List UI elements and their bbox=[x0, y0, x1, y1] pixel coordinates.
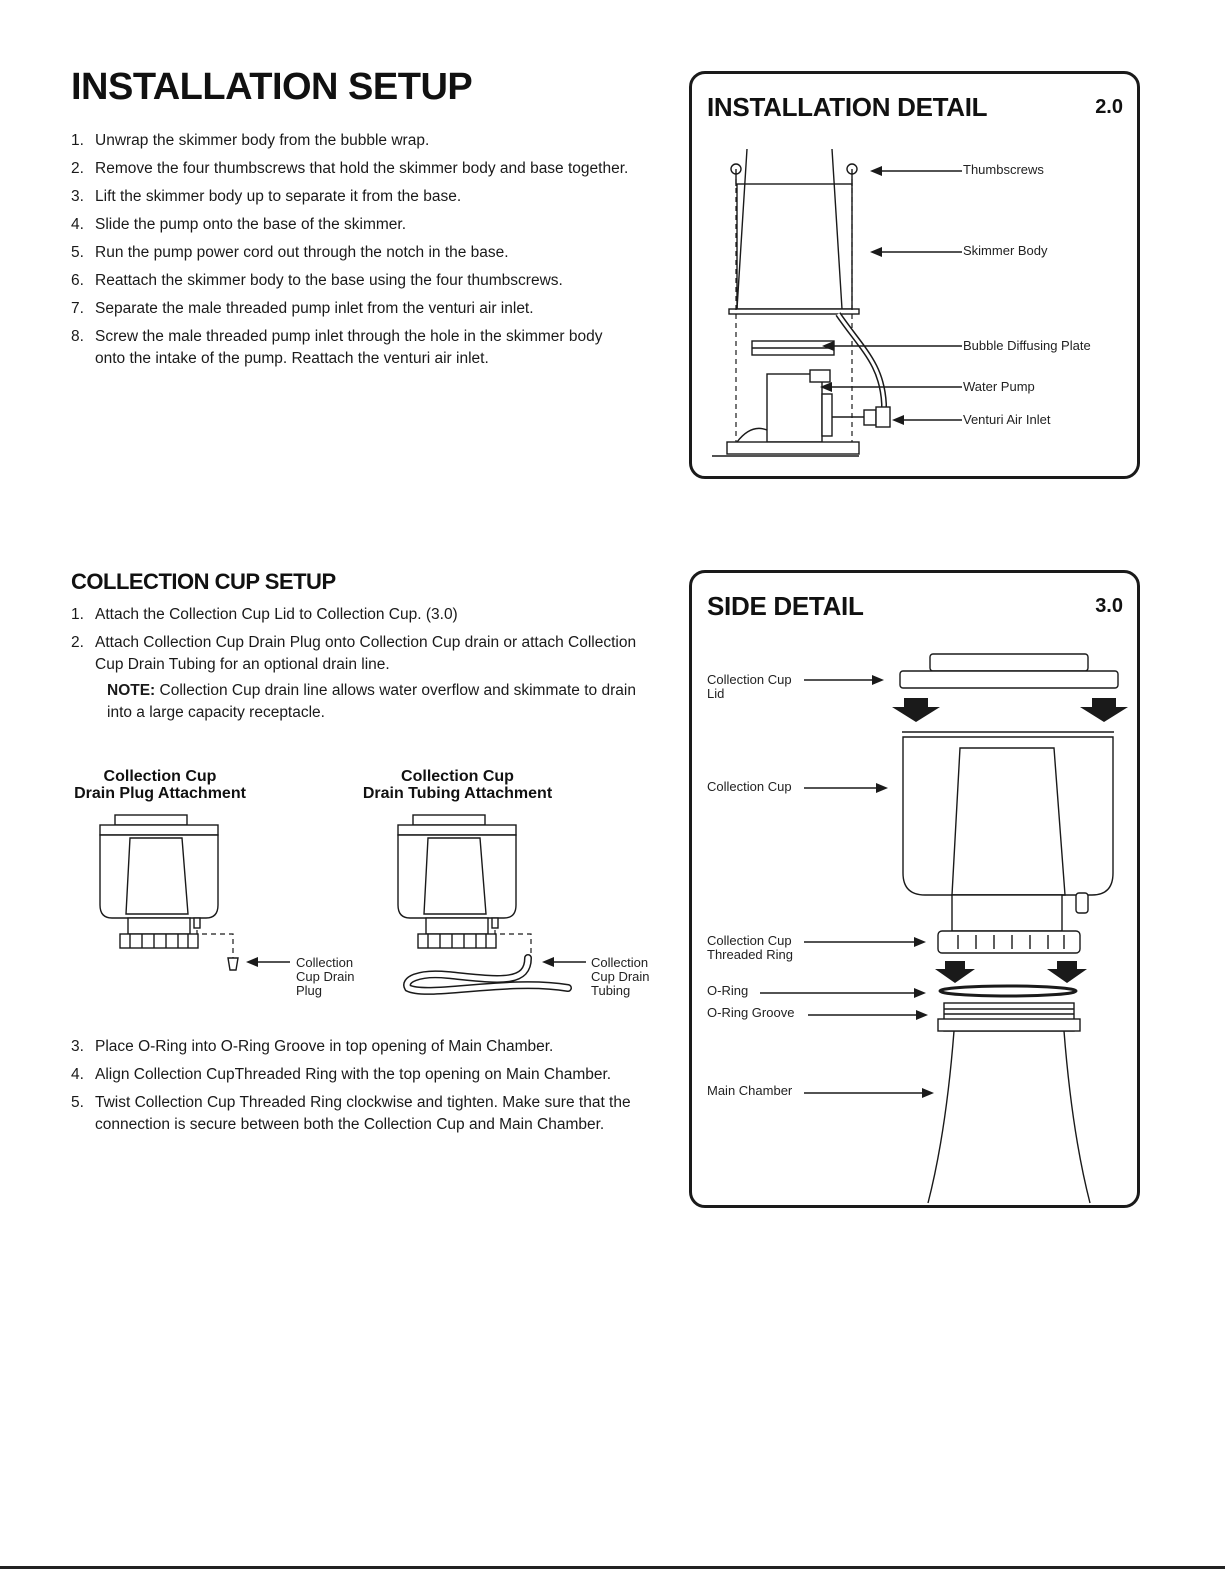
o-ring-label: O-Ring bbox=[707, 983, 749, 998]
skimmer-body-label: Skimmer Body bbox=[963, 243, 1048, 258]
arrow-right-icon bbox=[808, 1010, 928, 1020]
thumbscrew-icon bbox=[847, 164, 857, 186]
side-detail-panel bbox=[689, 570, 1140, 1208]
drain-plug-label: Collection Cup Drain Plug bbox=[296, 955, 355, 998]
collection-cup-assembly-diagram bbox=[692, 573, 1137, 1203]
list-item: 1. Unwrap the skimmer body from the bubble wrap. bbox=[71, 132, 430, 149]
list-item: 1. Attach the Collection Cup Lid to Collection Cup. (3.0) bbox=[71, 606, 458, 623]
list-item: 2. Remove the four thumbscrews that hold the skimmer body and base together. bbox=[71, 160, 629, 177]
list-item: 5. Run the pump power cord out through the notch in the base. bbox=[71, 244, 509, 261]
o-ring-icon bbox=[940, 986, 1076, 996]
list-item: 7. Separate the male threaded pump inlet from the venturi air inlet. bbox=[71, 300, 534, 317]
drain-tubing-label: Collection Cup Drain Tubing bbox=[591, 955, 650, 998]
collection-cup-lid-label: Collection Cup Lid bbox=[707, 672, 792, 701]
drain-tubing-icon bbox=[407, 958, 568, 991]
bubble-diffusing-plate-label: Bubble Diffusing Plate bbox=[963, 338, 1091, 353]
list-item: 3. Place O-Ring into O-Ring Groove in top opening of Main Chamber. bbox=[71, 1038, 554, 1055]
drain-plug-caption: Collection Cup Drain Plug Attachment bbox=[74, 768, 246, 802]
venturi-air-inlet-label: Venturi Air Inlet bbox=[963, 412, 1051, 427]
list-item: 8. Screw the male threaded pump inlet through the hole in the skimmer body onto the intake of the pump. Reattach the venturi air inlet. bbox=[71, 328, 603, 367]
installation-detail-panel bbox=[689, 71, 1140, 479]
installation-steps-list bbox=[71, 130, 631, 376]
arrow-left-icon bbox=[870, 166, 962, 176]
installation-detail-number: 2.0 bbox=[1095, 96, 1123, 118]
arrow-left-icon bbox=[820, 382, 962, 392]
side-detail-number: 3.0 bbox=[1095, 595, 1123, 617]
drain-plug-icon bbox=[228, 958, 238, 970]
arrow-left-icon bbox=[822, 341, 962, 351]
arrow-down-icon bbox=[1047, 961, 1087, 983]
arrow-down-icon bbox=[935, 961, 975, 983]
thumbscrew-icon bbox=[731, 164, 741, 186]
list-item: 4. Align Collection CupThreaded Ring with the top opening on Main Chamber. bbox=[71, 1066, 612, 1083]
list-item: 4. Slide the pump onto the base of the skimmer. bbox=[71, 216, 407, 233]
arrow-down-icon bbox=[1080, 698, 1128, 722]
page-bottom-rule bbox=[0, 1566, 1225, 1569]
list-item: 5. Twist Collection Cup Threaded Ring clockwise and tighten. Make sure that the connection is secure between both the Collection Cup and Main Chamber. bbox=[71, 1094, 631, 1133]
collection-cup-setup-title: COLLECTION CUP SETUP bbox=[71, 569, 336, 594]
collection-steps-list bbox=[71, 604, 641, 724]
arrow-left-icon bbox=[246, 957, 290, 967]
collection-cup-threaded-ring-label: Collection Cup Threaded Ring bbox=[707, 933, 793, 962]
list-item: 6. Reattach the skimmer body to the base using the four thumbscrews. bbox=[71, 272, 563, 289]
thumbscrews-label: Thumbscrews bbox=[963, 162, 1044, 177]
installation-setup-title: INSTALLATION SETUP bbox=[71, 66, 473, 108]
arrow-right-icon bbox=[804, 1088, 934, 1098]
arrow-down-icon bbox=[892, 698, 940, 722]
arrow-right-icon bbox=[804, 937, 926, 947]
water-pump-label: Water Pump bbox=[963, 379, 1035, 394]
installation-detail-title: INSTALLATION DETAIL bbox=[707, 92, 988, 122]
o-ring-groove-label: O-Ring Groove bbox=[707, 1005, 795, 1020]
arrow-left-icon bbox=[870, 247, 962, 257]
main-chamber-label: Main Chamber bbox=[707, 1083, 793, 1098]
list-item: 2. Attach Collection Cup Drain Plug onto Collection Cup drain or attach Collection Cup Drain Tubing for an optional drain line. bbox=[71, 634, 637, 673]
side-detail-title: SIDE DETAIL bbox=[707, 591, 864, 621]
list-item: 3. Lift the skimmer body up to separate it from the base. bbox=[71, 188, 462, 205]
arrow-left-icon bbox=[892, 415, 962, 425]
collection-steps-list-continued bbox=[71, 1036, 671, 1142]
arrow-right-icon bbox=[804, 675, 884, 685]
arrow-right-icon bbox=[804, 783, 888, 793]
arrow-right-icon bbox=[760, 988, 926, 998]
arrow-left-icon bbox=[542, 957, 586, 967]
skimmer-assembly-diagram bbox=[692, 74, 1137, 474]
drain-tubing-caption: Collection Cup Drain Tubing Attachment bbox=[362, 768, 553, 802]
collection-cup-label: Collection Cup bbox=[707, 779, 792, 794]
note: NOTE: Collection Cup drain line allows water overflow and skimmate to drain into a large capacity receptacle. bbox=[107, 682, 636, 721]
